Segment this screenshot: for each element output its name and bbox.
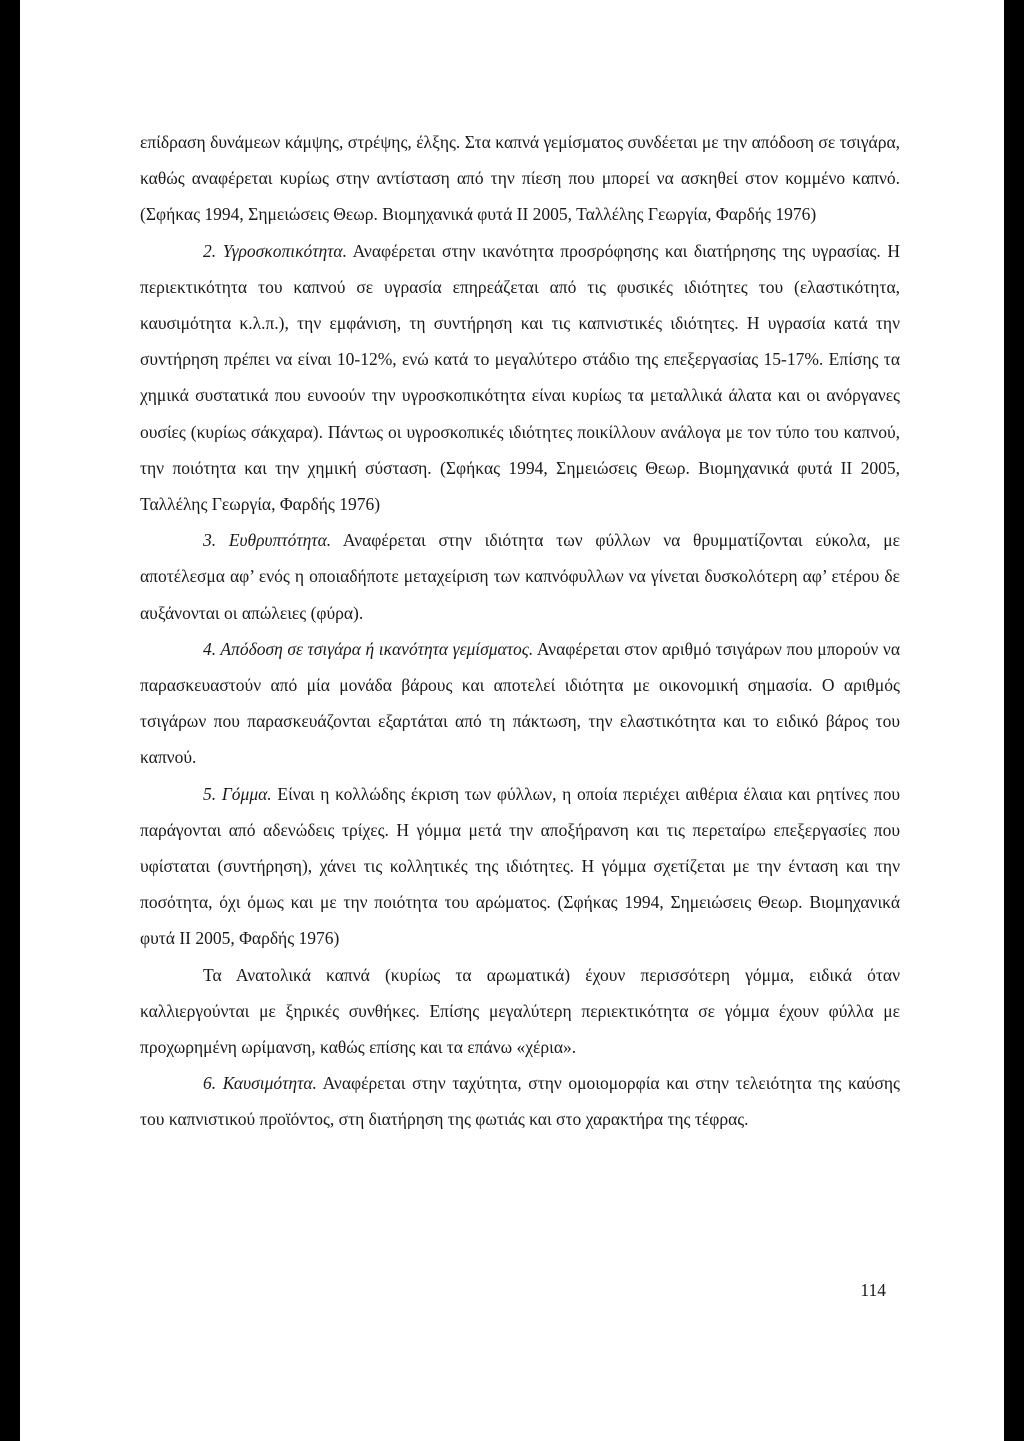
document-page: [20, 0, 1004, 1441]
item-title-hygroscopicity: 2. Υγροσκοπικότητα.: [203, 240, 347, 261]
paragraph-friability: [140, 522, 900, 631]
item-title-filling-capacity: 4. Απόδοση σε τσιγάρα ή ικανότητα γεμίσματος.: [203, 638, 534, 659]
paragraph-gum: [140, 776, 900, 957]
item-title-friability: 3. Ευθρυπτότητα.: [203, 530, 332, 551]
paragraph-combustibility-text: Αναφέρεται στην ταχύτητα, στην ομοιομορφία και στην τελειότητα της καύσης του καπνιστικού προϊόντος, στη διατήρηση της φωτιάς και στο χαρακτήρα της τέφρας.: [140, 1073, 900, 1130]
item-title-gum: 5. Γόμμα.: [203, 783, 272, 804]
paragraph-filling-capacity: [140, 631, 900, 776]
paragraph-hygroscopicity: [140, 233, 900, 523]
paragraph-1: [140, 124, 900, 233]
paragraph-gum-text: Είναι η κολλώδης έκριση των φύλλων, η οποία περιέχει αιθέρια έλαια και ρητίνες που παράγονται από αδενώδεις τρίχες. Η γόμμα μετά την αποξήρανση και τις περεταίρω επεξεργασίες που υφίσταται (συντήρηση), χάνει τις κολλητικές της ιδιότητες. Η γόμμα σχετίζεται με την ένταση και την ποσότητα, όχι όμως και με την ποιότητα του αρώματος. (Σφήκας 1994, Σημειώσεις Θεωρ. Βιομηχανικά φυτά ΙΙ 2005, Φαρδής 1976): [140, 783, 900, 949]
page-number: 114: [860, 1280, 886, 1300]
paragraph-1-text: επίδραση δυνάμεων κάμψης, στρέψης, έλξης. Στα καπνά γεμίσματος συνδέεται με την απόδοση σε τσιγάρα, καθώς αναφέρεται κυρίως στην αντίσταση από την πίεση που μπορεί να ασκηθεί στον κομμένο καπνό. (Σφήκας 1994, Σημειώσεις Θεωρ. Βιομηχανικά φυτά ΙΙ 2005, Ταλλέλης Γεωργία, Φαρδής 1976): [140, 132, 900, 225]
paragraph-combustibility: [140, 1065, 900, 1137]
paragraph-hygroscopicity-text: Αναφέρεται στην ικανότητα προσρόφησης και διατήρησης της υγρασίας. Η περιεκτικότητα του καπνού σε υγρασία επηρεάζεται από τις φυσικές ιδιότητες του (ελαστικότητα, καυσιμότητα κ.λ.π.), την εμφάνιση, τη συντήρηση και τις καπνιστικές ιδιότητες. Η υγρασία κατά την συντήρηση πρέπει να είναι 10-12%, ενώ κατά το μεγαλύτερο στάδιο της επεξεργασίας 15-17%. Επίσης τα χημικά συστατικά που ευνοούν την υγροσκοπικότητα είναι κυρίως τα μεταλλικά άλατα και οι ανόργανες ουσίες (κυρίως σάκχαρα). Πάντως οι υγροσκοπικές ιδιότητες ποικίλλουν ανάλογα με τον τύπο του καπνού, την ποιότητα και την χημική σύσταση. (Σφήκας 1994, Σημειώσεις Θεωρ. Βιομηχανικά φυτά ΙΙ 2005, Ταλλέλης Γεωργία, Φαρδής 1976): [140, 240, 900, 515]
paragraph-oriental-tobacco-text: Τα Ανατολικά καπνά (κυρίως τα αρωματικά) έχουν περισσότερη γόμμα, ειδικά όταν καλλιεργούνται με ξηρικές συνθήκες. Επίσης μεγαλύτερη περιεκτικότητα σε γόμμα έχουν φύλλα με προχωρημένη ωρίμανση, καθώς επίσης και τα επάνω «χέρια».: [140, 964, 900, 1058]
paragraph-oriental-tobacco: [140, 957, 900, 1066]
item-title-combustibility: 6. Καυσιμότητα.: [203, 1073, 317, 1094]
body-text: [140, 124, 900, 1138]
paragraph-filling-capacity-text: Αναφέρεται στον αριθμό τσιγάρων που μπορούν να παρασκευαστούν από μία μονάδα βάρους και αποτελεί ιδιότητα με οικονομική σημασία. Ο αριθμός τσιγάρων που παρασκευάζονται εξαρτάται από τη πάκτωση, την ελαστικότητα και το ειδικό βάρος του καπνού.: [140, 638, 900, 768]
paragraph-friability-text: Αναφέρεται στην ιδιότητα των φύλλων να θρυμματίζονται εύκολα, με αποτέλεσμα αφ’ ενός η οποιαδήποτε μεταχείριση των καπνόφυλλων να γίνεται δυσκολότερη αφ’ ετέρου δε αυξάνονται οι απώλειες (φύρα).: [140, 530, 900, 623]
